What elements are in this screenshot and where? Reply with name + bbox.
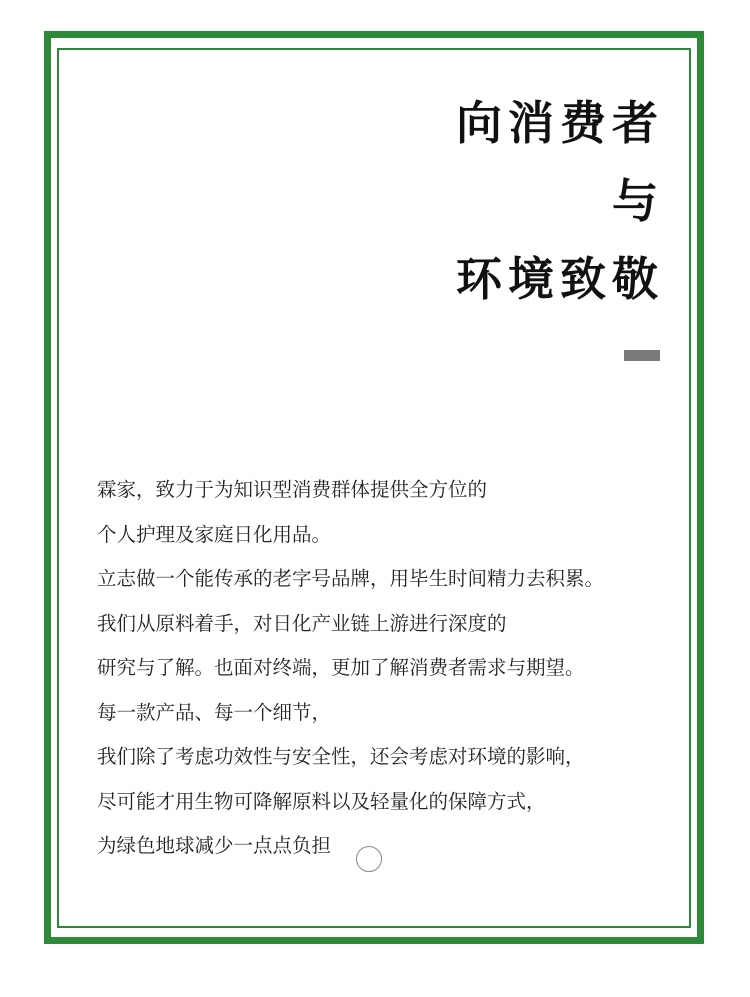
body-line-1: 霖家，致力于为知识型消费群体提供全方位的 [97,478,488,501]
body-line-3: 立志做一个能传承的老字号品牌，用毕生时间精力去积累。 [97,567,605,590]
body-line-7: 我们除了考虑功效性与安全性，还会考虑对环境的影响， [97,745,585,768]
body-line-6: 每一款产品、每一个细节， [97,700,332,724]
accent-bar [624,350,660,361]
body-line-5: 研究与了解。也面对终端，更加了解消费者需求与期望。 [97,656,585,679]
body-line-9: 为绿色地球减少一点点负担 [97,834,332,857]
headline-line-3: 环境致敬 [456,252,664,306]
body-paragraph [97,468,677,869]
body-line-2: 个人护理及家庭日化用品。 [97,522,332,546]
headline-line-1: 向消费者 [456,96,664,150]
body-line-4: 我们从原料着手，对日化产业链上游进行深度的 [97,611,507,635]
headline-line-2: 与 [612,174,664,228]
circle-icon [356,846,382,872]
headline [456,84,664,318]
body-line-8: 尽可能才用生物可降解原料以及轻量化的保障方式， [97,789,546,813]
